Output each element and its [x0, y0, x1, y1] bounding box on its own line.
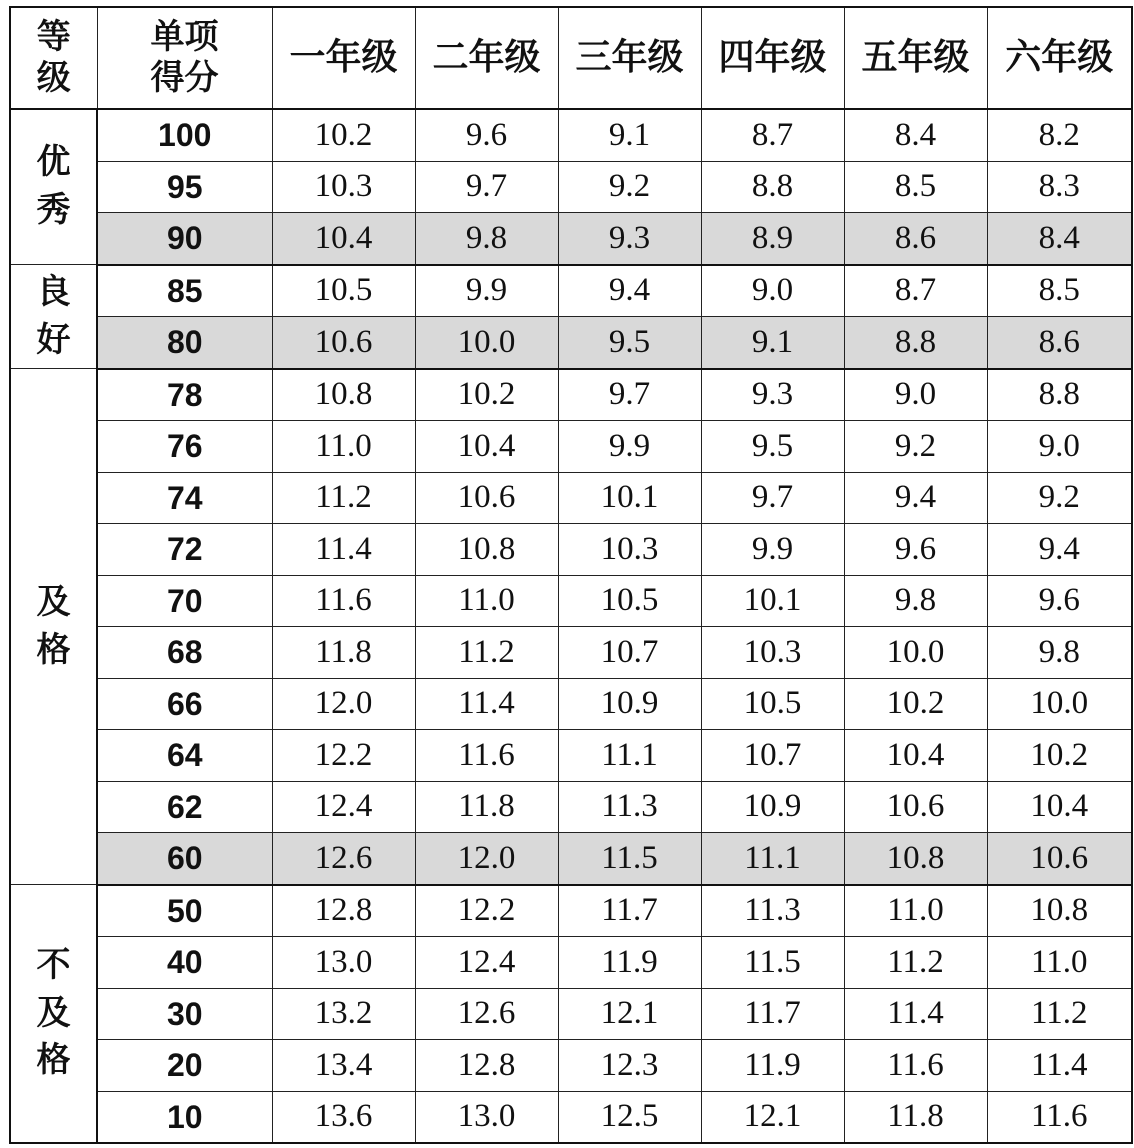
value-cell: 8.5	[987, 265, 1132, 317]
value-cell: 10.6	[987, 833, 1132, 885]
value-cell: 10.4	[415, 421, 558, 473]
value-cell: 11.7	[558, 885, 701, 937]
value-cell: 13.4	[272, 1040, 415, 1092]
value-cell: 11.1	[701, 833, 844, 885]
score-cell: 50	[97, 885, 272, 937]
value-cell: 9.9	[701, 524, 844, 576]
score-cell: 80	[97, 317, 272, 369]
value-cell: 12.6	[415, 988, 558, 1040]
value-cell: 11.5	[558, 833, 701, 885]
value-cell: 10.7	[701, 730, 844, 782]
value-cell: 9.4	[987, 524, 1132, 576]
value-cell: 10.9	[701, 781, 844, 833]
value-cell: 9.3	[558, 213, 701, 265]
value-cell: 10.0	[987, 678, 1132, 730]
level-char: 及	[36, 992, 71, 1033]
level-char: 好	[36, 319, 71, 360]
value-cell: 10.8	[272, 369, 415, 421]
score-cell: 60	[97, 833, 272, 885]
value-cell: 10.8	[844, 833, 987, 885]
value-cell: 10.0	[844, 627, 987, 679]
table-row	[10, 317, 1132, 369]
level-char: 格	[36, 629, 71, 670]
value-cell: 9.2	[558, 161, 701, 213]
header-grade-6: 六年级	[987, 7, 1132, 109]
table-row	[10, 369, 1132, 421]
header-level-line-1: 等	[36, 17, 71, 58]
table-row	[10, 265, 1132, 317]
value-cell: 13.6	[272, 1091, 415, 1143]
value-cell: 11.6	[272, 575, 415, 627]
value-cell: 12.8	[415, 1040, 558, 1092]
value-cell: 9.0	[701, 265, 844, 317]
table-row	[10, 988, 1132, 1040]
score-cell: 66	[97, 678, 272, 730]
value-cell: 11.6	[844, 1040, 987, 1092]
value-cell: 12.5	[558, 1091, 701, 1143]
value-cell: 10.3	[558, 524, 701, 576]
value-cell: 11.9	[701, 1040, 844, 1092]
value-cell: 9.8	[987, 627, 1132, 679]
score-cell: 20	[97, 1040, 272, 1092]
score-cell: 68	[97, 627, 272, 679]
value-cell: 10.4	[272, 213, 415, 265]
score-cell: 90	[97, 213, 272, 265]
table-body	[10, 109, 1132, 1143]
header-score	[97, 7, 272, 109]
level-cell	[10, 369, 97, 885]
value-cell: 9.8	[415, 213, 558, 265]
score-cell: 10	[97, 1091, 272, 1143]
value-cell: 10.1	[558, 472, 701, 524]
table-row	[10, 421, 1132, 473]
value-cell: 8.6	[987, 317, 1132, 369]
value-cell: 11.2	[415, 627, 558, 679]
value-cell: 11.0	[987, 937, 1132, 989]
table-row	[10, 109, 1132, 161]
header-score-line-1: 单项	[150, 17, 219, 58]
value-cell: 11.3	[558, 781, 701, 833]
value-cell: 11.4	[987, 1040, 1132, 1092]
value-cell: 9.9	[558, 421, 701, 473]
score-standard-table	[9, 6, 1133, 1144]
table-row	[10, 524, 1132, 576]
value-cell: 8.4	[987, 213, 1132, 265]
value-cell: 12.4	[415, 937, 558, 989]
value-cell: 13.2	[272, 988, 415, 1040]
value-cell: 12.2	[272, 730, 415, 782]
value-cell: 10.3	[701, 627, 844, 679]
score-cell: 78	[97, 369, 272, 421]
level-char: 秀	[36, 190, 71, 230]
value-cell: 8.5	[844, 161, 987, 213]
value-cell: 9.7	[415, 161, 558, 213]
value-cell: 8.2	[987, 109, 1132, 161]
table-row	[10, 213, 1132, 265]
value-cell: 9.9	[415, 265, 558, 317]
value-cell: 12.2	[415, 885, 558, 937]
value-cell: 10.5	[701, 678, 844, 730]
value-cell: 11.9	[558, 937, 701, 989]
value-cell: 9.4	[844, 472, 987, 524]
header-score-line-2: 得分	[150, 58, 219, 98]
score-cell: 74	[97, 472, 272, 524]
value-cell: 8.7	[844, 265, 987, 317]
value-cell: 9.2	[987, 472, 1132, 524]
value-cell: 8.8	[844, 317, 987, 369]
value-cell: 11.8	[272, 627, 415, 679]
header-grade-4: 四年级	[701, 7, 844, 109]
value-cell: 11.6	[415, 730, 558, 782]
table-row	[10, 678, 1132, 730]
value-cell: 12.0	[415, 833, 558, 885]
score-cell: 72	[97, 524, 272, 576]
level-char: 及	[36, 581, 71, 622]
value-cell: 9.0	[987, 421, 1132, 473]
value-cell: 11.0	[272, 421, 415, 473]
value-cell: 9.4	[558, 265, 701, 317]
value-cell: 8.3	[987, 161, 1132, 213]
value-cell: 11.8	[844, 1091, 987, 1143]
value-cell: 12.8	[272, 885, 415, 937]
score-cell: 95	[97, 161, 272, 213]
score-cell: 64	[97, 730, 272, 782]
value-cell: 9.6	[987, 575, 1132, 627]
value-cell: 9.1	[558, 109, 701, 161]
level-char: 良	[36, 271, 71, 312]
table-row	[10, 575, 1132, 627]
value-cell: 11.3	[701, 885, 844, 937]
value-cell: 8.7	[701, 109, 844, 161]
level-cell	[10, 265, 97, 369]
value-cell: 10.4	[987, 781, 1132, 833]
value-cell: 11.4	[272, 524, 415, 576]
value-cell: 8.8	[701, 161, 844, 213]
value-cell: 8.8	[987, 369, 1132, 421]
value-cell: 12.6	[272, 833, 415, 885]
header-row	[10, 7, 1132, 109]
table-row	[10, 627, 1132, 679]
level-char: 格	[36, 1040, 71, 1081]
level-cell	[10, 885, 97, 1144]
value-cell: 9.8	[844, 575, 987, 627]
value-cell: 9.7	[701, 472, 844, 524]
value-cell: 9.7	[558, 369, 701, 421]
header-level-line-2: 级	[36, 58, 71, 98]
score-cell: 70	[97, 575, 272, 627]
value-cell: 10.2	[844, 678, 987, 730]
value-cell: 11.5	[701, 937, 844, 989]
table-row	[10, 1091, 1132, 1143]
level-char: 不	[36, 945, 71, 986]
value-cell: 8.9	[701, 213, 844, 265]
value-cell: 11.2	[987, 988, 1132, 1040]
value-cell: 9.5	[558, 317, 701, 369]
value-cell: 11.7	[701, 988, 844, 1040]
table-row	[10, 472, 1132, 524]
level-cell	[10, 109, 97, 265]
value-cell: 11.0	[415, 575, 558, 627]
value-cell: 13.0	[272, 937, 415, 989]
table-row	[10, 1040, 1132, 1092]
value-cell: 9.0	[844, 369, 987, 421]
value-cell: 10.6	[415, 472, 558, 524]
value-cell: 10.9	[558, 678, 701, 730]
value-cell: 9.6	[415, 109, 558, 161]
value-cell: 10.7	[558, 627, 701, 679]
score-cell: 76	[97, 421, 272, 473]
value-cell: 10.2	[272, 109, 415, 161]
header-grade-3: 三年级	[558, 7, 701, 109]
value-cell: 10.5	[272, 265, 415, 317]
header-grade-2: 二年级	[415, 7, 558, 109]
score-cell: 85	[97, 265, 272, 317]
header-grade-1: 一年级	[272, 7, 415, 109]
value-cell: 10.6	[844, 781, 987, 833]
score-cell: 40	[97, 937, 272, 989]
value-cell: 10.2	[415, 369, 558, 421]
table-row	[10, 730, 1132, 782]
value-cell: 9.2	[844, 421, 987, 473]
value-cell: 11.4	[415, 678, 558, 730]
level-char: 优	[36, 142, 71, 183]
value-cell: 10.2	[987, 730, 1132, 782]
table-row	[10, 781, 1132, 833]
value-cell: 9.5	[701, 421, 844, 473]
table-header	[10, 7, 1132, 109]
table-row	[10, 833, 1132, 885]
value-cell: 12.1	[701, 1091, 844, 1143]
value-cell: 9.1	[701, 317, 844, 369]
score-cell: 100	[97, 109, 272, 161]
header-level	[10, 7, 97, 109]
table-row	[10, 161, 1132, 213]
table-row	[10, 885, 1132, 937]
value-cell: 10.5	[558, 575, 701, 627]
value-cell: 11.0	[844, 885, 987, 937]
value-cell: 12.4	[272, 781, 415, 833]
table-row	[10, 937, 1132, 989]
value-cell: 12.0	[272, 678, 415, 730]
value-cell: 10.4	[844, 730, 987, 782]
value-cell: 8.4	[844, 109, 987, 161]
value-cell: 10.3	[272, 161, 415, 213]
value-cell: 11.2	[844, 937, 987, 989]
value-cell: 10.1	[701, 575, 844, 627]
value-cell: 13.0	[415, 1091, 558, 1143]
value-cell: 9.3	[701, 369, 844, 421]
value-cell: 12.1	[558, 988, 701, 1040]
value-cell: 11.1	[558, 730, 701, 782]
value-cell: 11.4	[844, 988, 987, 1040]
value-cell: 9.6	[844, 524, 987, 576]
value-cell: 10.8	[987, 885, 1132, 937]
value-cell: 11.6	[987, 1091, 1132, 1143]
score-cell: 62	[97, 781, 272, 833]
value-cell: 8.6	[844, 213, 987, 265]
value-cell: 12.3	[558, 1040, 701, 1092]
value-cell: 10.6	[272, 317, 415, 369]
value-cell: 10.8	[415, 524, 558, 576]
value-cell: 10.0	[415, 317, 558, 369]
value-cell: 11.2	[272, 472, 415, 524]
header-grade-5: 五年级	[844, 7, 987, 109]
value-cell: 11.8	[415, 781, 558, 833]
score-cell: 30	[97, 988, 272, 1040]
